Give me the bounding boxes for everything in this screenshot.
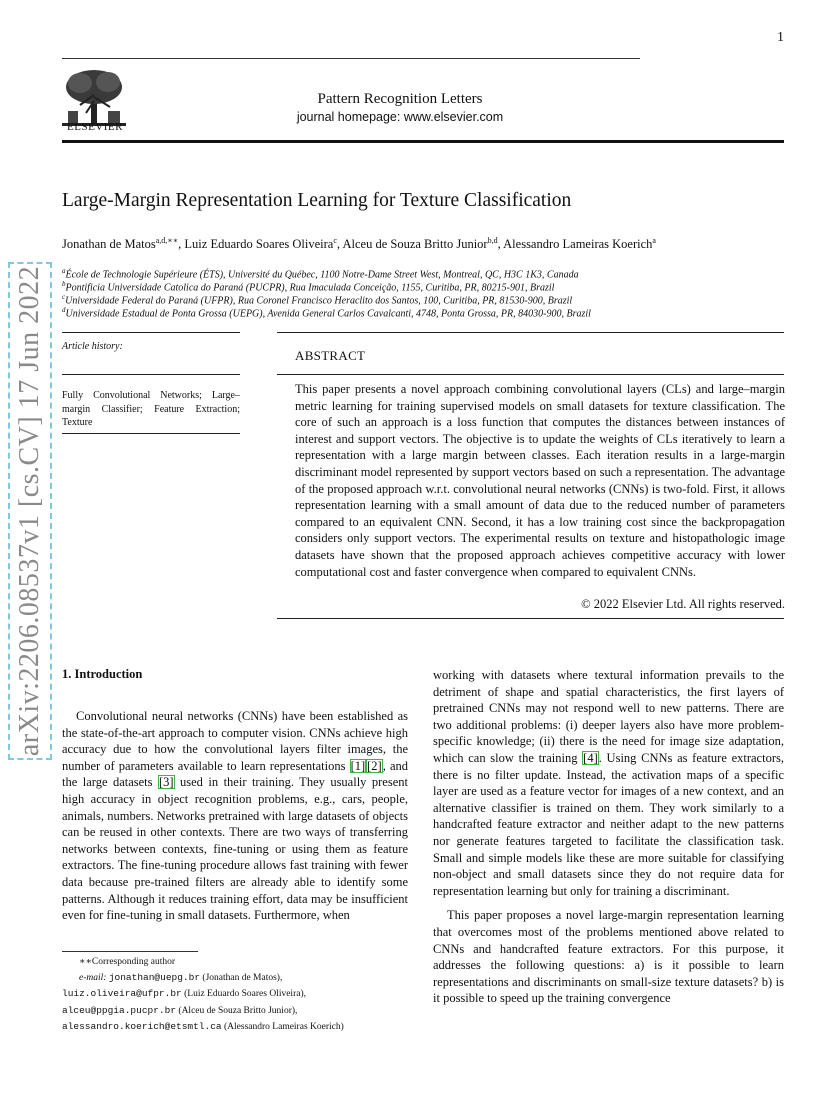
email-line [62,1003,408,1019]
email-address[interactable]: alessandro.koerich@etsmtl.ca [62,1020,222,1032]
affiliation [62,306,591,319]
email-owner: (Alessandro Lameiras Koerich) [221,1021,344,1032]
affiliation-text: Pontificia Universidade Catolica do Paraná (PUCPR), Rua Imaculada Conceição, 1155, Curitiba, PR, 80215-901, Brazil [65,282,555,294]
email-line [62,986,408,1002]
article-info-rule [62,374,240,375]
author-name: Alessandro Lameiras Koerich [503,237,653,252]
citation-link[interactable]: [3] [158,775,174,790]
article-info-rule [62,433,240,434]
journal-name: Pattern Recognition Letters [317,91,483,107]
affiliation-mark: c [62,293,66,301]
body-text: . Using CNNs as feature extractors, there is no filter update. Instead, the activation maps of a specific layer are used as a feature vector for images of a new context, and an alternative classifier is trained on them. They work similarly to a handcrafted feature extractor and neither adapt to the new patterns nor generate features targeted to facilitate the classification task. Small and simple models like these are more suitable for classifying non-object and small datasets since they do not require data for representation learning but only for training a discriminant. [433,750,784,898]
author-name: Alceu de Souza Britto Junior [342,237,488,252]
author-sep: , [497,237,504,252]
arxiv-stamp [8,262,52,760]
article-history-label: Article history: [62,341,123,352]
citation-link[interactable]: [4] [583,750,598,765]
header-top-rule [62,58,640,59]
abstract-bottom-rule [277,618,784,619]
email-line [62,1019,408,1035]
email-label: e-mail: [79,973,107,984]
citation-link[interactable]: [1] [350,758,366,773]
abstract-heading: ABSTRACT [295,348,366,363]
author-name: Jonathan de Matos [62,237,156,252]
author-sep: , [178,237,185,252]
affiliation-text: Universidade Federal do Paraná (UFPR), Rua Coronel Francisco Heraclito dos Santos, 100, Curitiba, PR, 81530-900, Brazil [65,295,573,307]
author-list [62,236,656,252]
publisher-name: ELSEVIER [67,121,123,133]
abstract-heading-rule [277,374,784,375]
email-owner: (Alceu de Souza Britto Junior), [176,1005,298,1016]
body-text: , and the large datasets [62,758,408,790]
corresponding-author-note: ∗∗Corresponding author [79,957,176,967]
email-owner: (Luiz Eduardo Soares Oliveira), [181,989,306,1000]
section-heading: 1. Introduction [62,667,143,681]
affiliation [62,293,572,306]
affiliation-mark: d [62,306,66,314]
affiliation-text: École de Technologie Supérieure (ÉTS), Université du Québec, 1100 Notre-Dame Street West, Montreal, QC, H3C 1K3, Canada [65,269,579,281]
paper-title: Large-Margin Representation Learning for Texture Classification [62,190,572,211]
footnotes [62,955,408,1035]
author-sup: b,d [487,236,498,245]
author-sup: c [333,236,337,245]
body-text: working with datasets where textural information prevails to the detriment of shape and spatial characteristics, the first layers of pretrained CNNs may not respond well to new patterns. There are two additional problems: (i) deeper layers also have more problem-specific knowledge; (ii) there is the need for image size adaptation, which can slow the training [433,668,784,765]
affiliation-text: Universidade Estadual de Ponta Grossa (UEPG), Avenida General Carlos Cavalcanti, 4748, Ponta Grossa, PR, 84030-900, Brazil [65,308,591,320]
email-owner: (Jonathan de Matos), [200,973,283,984]
page-number: 1 [777,30,784,45]
body-column-right [433,667,784,1007]
paragraph: This paper proposes a novel large-margin representation learning that overcomes most of the problems mentioned above related to CNNs and handcrafted feature extractors. For this purpose, it addresses the following questions: a) is it possible to learn representations and discriminants on small-size texture datasets? b) is it possible to speed up the training convergence [433,908,784,1006]
affiliation-mark: a [62,267,66,275]
affiliation-mark: b [62,280,66,288]
email-line [62,970,408,986]
arxiv-stamp-text: arXiv:2206.08537v1 [cs.CV] 17 Jun 2022 [14,265,45,757]
affiliation [62,280,554,293]
body-text: Convolutional neural networks (CNNs) have been established as the state-of-the-art approach to computer vision. CNNs achieve high accuracy due to how the convolutional layers filter images, the number of parameters available to learn representations [62,709,408,773]
journal-homepage: journal homepage: www.elsevier.com [296,110,504,124]
citation-link[interactable]: [2] [367,758,382,773]
footnote-rule [62,951,198,952]
affiliation [62,267,579,280]
body-text: used in their training. They usually present high accuracy in object recognition problems, e.g., cars, people, animals, numbers. Networks pretrained with large datasets of objects can be reused in other contexts. There are two ways of transferring networks between contexts, fine-tuning or using them as feature extractors. The fine-tuning procedure allows fast training with fewer data because pre-trained filters are already able to identify some patterns. Although it reduces training effort, data may be insufficient even for fine-tuning in small datasets. Furthermore, when [62,775,408,923]
email-address[interactable]: alceu@ppgia.pucpr.br [62,1004,177,1016]
author-sup: a,d,∗∗ [155,236,179,245]
paragraph [433,667,784,899]
abstract-top-rule [277,332,784,333]
article-info-rule [62,332,240,333]
email-address[interactable]: luiz.oliveira@ufpr.br [62,988,182,1000]
copyright-notice: © 2022 Elsevier Ltd. All rights reserved. [581,597,785,611]
author-sup: a [652,236,656,245]
email-address[interactable]: jonathan@uepg.br [108,972,201,984]
paragraph [62,708,408,924]
header-thick-rule [62,140,784,143]
keywords: Fully Convolutional Networks; Large–margin Classifier; Feature Extraction; Texture [62,390,240,428]
author-name: Luiz Eduardo Soares Oliveira [184,237,334,252]
body-column-left [62,708,408,924]
author-sep: , [336,237,343,252]
abstract-text: This paper presents a novel approach combining convolutional layers (CLs) and large–margin metric learning for training supervised models on small datasets for texture classification. The core of such an approach is a loss function that computes the distances between instances of interest and support vectors. The objective is to update the weights of CLs iteratively to learn a representation with a large margin between classes. Each iteration results in a large-margin discriminant model represented by support vectors based on such a representation. The advantage of the proposed approach w.r.t. convolutional neural networks (CNNs) is two-fold. First, it allows representation learning with a small amount of data due to the reduced number of parameters compared to an equivalent CNN. Second, it has a low training cost since the backpropagation considers only support vectors. The experimental results on texture and histopathologic image datasets have shown that the proposed approach achieves competitive accuracy with lower computational cost and faster convergence when compared to equivalent CNNs. [295,382,785,579]
